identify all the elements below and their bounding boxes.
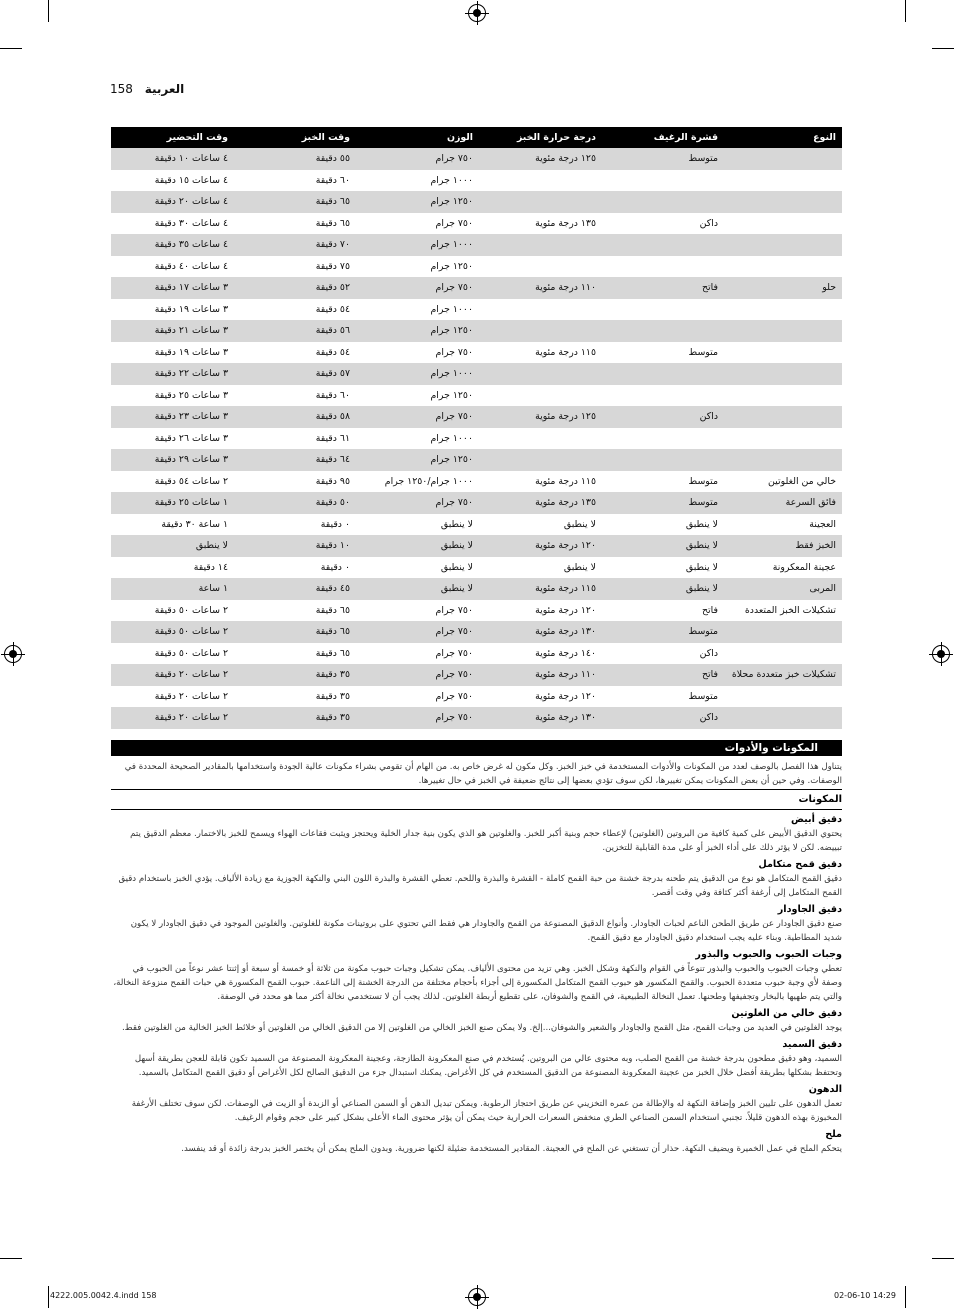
table-cell: ٧٥٠ جرام <box>356 277 479 299</box>
table-cell: ١٢٥٠ جرام <box>356 385 479 407</box>
footer-file-info: 4222.005.0042.4.indd 158 <box>50 1291 157 1300</box>
table-cell: ١٣٠ درجة مئوية <box>479 707 602 729</box>
table-cell: المربى <box>724 578 842 600</box>
table-cell <box>479 234 602 256</box>
table-cell <box>724 213 842 235</box>
registration-mark-icon <box>468 4 486 22</box>
intro-paragraph: يتناول هذا الفصل بالوصف لعدد من المكونات والأدوات المستخدمة في خبز الخبز. وكل مكون له غرض خاص به. من الهام أن تقومي بشراء مكونات عالية الجودة واستخدامها بالمقادير الصحيحة المحددة في الوصفات. وفي حين أن بعض المكونات يمكن تغييرها، لكن سوف تؤدي بعضها إلى نتائج ضعيفة في الخبز في حال تغييرها. <box>111 760 842 790</box>
table-cell <box>602 299 724 321</box>
table-cell: ٤ ساعات ١٥ دقيقة <box>111 170 234 192</box>
table-cell: متوسط <box>602 471 724 493</box>
table-cell: داكن <box>602 707 724 729</box>
footer-date: 02-06-10 14:29 <box>834 1291 896 1300</box>
table-cell <box>602 428 724 450</box>
table-body <box>111 148 842 729</box>
table-cell: ٦٠ دقيقة <box>234 385 356 407</box>
ingredient-title: ملح <box>825 1129 842 1140</box>
table-cell <box>724 385 842 407</box>
table-cell <box>724 621 842 643</box>
ingredient-description: السميد، وهو دقيق مطحون بدرجة خشنة من القمح الصلب، وبه محتوى عالي من البروتين. يُستخدم في صنع المعكرونة الطازجة، وعجينة المعكرونة المصنوعة من السميد تكون قابلة للعجن بطريقة أسهل وتحتفظ بشكلها بطريقة أفضل خلال الخبز من عجينة المعكرونة المصنوعة من الدقيق المستخدم في كل الأغراض. يمكنك استبدال جزء من الدقيق الصالح لكل الأغراض أو دقيق القمح المتكامل بالسميد. <box>134 1054 842 1078</box>
table-cell <box>724 363 842 385</box>
table-cell <box>602 363 724 385</box>
table-cell: عجينة المعكرونة <box>724 557 842 579</box>
ingredient-title: وجبات الحبوب والحبوب والبذور <box>695 949 842 960</box>
table-cell: ١٢٠ درجة مئوية <box>479 535 602 557</box>
divider <box>111 809 842 810</box>
table-cell: لا ينطبق <box>602 535 724 557</box>
table-cell: متوسط <box>602 492 724 514</box>
table-cell: ٦٥ دقيقة <box>234 621 356 643</box>
table-row <box>111 492 842 514</box>
table-cell: ٧٥٠ جرام <box>356 213 479 235</box>
table-cell <box>479 191 602 213</box>
table-row <box>111 385 842 407</box>
crop-mark <box>932 48 954 49</box>
table-cell: ٩٥ دقيقة <box>234 471 356 493</box>
table-cell: ٧٥٠ جرام <box>356 406 479 428</box>
table-cell: لا ينطبق <box>602 514 724 536</box>
table-row <box>111 621 842 643</box>
ingredient-title: دقيق أبيض <box>790 814 842 825</box>
table-cell: ٤ ساعات ٣٠ دقيقة <box>111 213 234 235</box>
table-cell: ٣ ساعات ٢٢ دقيقة <box>111 363 234 385</box>
table-cell <box>479 385 602 407</box>
table-row <box>111 686 842 708</box>
table-cell: ٣٥ دقيقة <box>234 686 356 708</box>
table-cell <box>479 299 602 321</box>
col-header-type: النوع <box>724 127 842 148</box>
section-title-bar: المكونات والأدوات <box>111 740 842 756</box>
table-cell: ٣ ساعات ٢٥ دقيقة <box>111 385 234 407</box>
table-row <box>111 148 842 170</box>
crop-mark <box>0 48 22 49</box>
table-cell: ١٣٠ درجة مئوية <box>479 621 602 643</box>
table-cell: ٥٤ دقيقة <box>234 342 356 364</box>
language-title: العربية <box>144 82 185 96</box>
table-row <box>111 600 842 622</box>
table-cell: ٥٤ دقيقة <box>234 299 356 321</box>
table-cell: ١١٠ درجة مئوية <box>479 277 602 299</box>
crop-mark <box>48 1286 49 1308</box>
table-row <box>111 234 842 256</box>
table-cell: ٤٥ دقيقة <box>234 578 356 600</box>
table-cell: ٢ ساعات ٢٠ دقيقة <box>111 707 234 729</box>
table-row <box>111 320 842 342</box>
col-header-crust: قشرة الرغيف <box>602 127 724 148</box>
table-cell: ١٣٥ درجة مئوية <box>479 213 602 235</box>
table-cell: ٢ ساعات ٥٠ دقيقة <box>111 600 234 622</box>
table-cell: ٣ ساعات ١٩ دقيقة <box>111 299 234 321</box>
table-cell: ١ ساعات ٢٥ دقيقة <box>111 492 234 514</box>
ingredient-title: دقيق قمح متكامل <box>758 859 842 870</box>
table-cell: لا ينطبق <box>356 557 479 579</box>
table-cell: ٢ ساعات ٢٠ دقيقة <box>111 664 234 686</box>
ingredient-title: دقيق خالي من الغلوتين <box>731 1008 842 1019</box>
table-row <box>111 170 842 192</box>
table-cell <box>602 256 724 278</box>
table-cell: ١١٠ درجة مئوية <box>479 664 602 686</box>
table-cell: لا ينطبق <box>479 557 602 579</box>
col-header-prep-time: وقت التحضير <box>111 127 234 148</box>
table-cell <box>724 406 842 428</box>
table-cell: ٧٥٠ جرام <box>356 643 479 665</box>
table-cell: تشكيلات الخبز المتعددة <box>724 600 842 622</box>
table-cell <box>479 170 602 192</box>
table-cell <box>602 385 724 407</box>
table-cell: متوسط <box>602 621 724 643</box>
table-cell: ٠ دقيقة <box>234 514 356 536</box>
table-cell: فاتح <box>602 277 724 299</box>
table-cell: ١٢٠ درجة مئوية <box>479 686 602 708</box>
table-cell: فاتح <box>602 664 724 686</box>
table-cell: لا ينطبق <box>602 578 724 600</box>
ingredient-title: الدهون <box>808 1084 842 1095</box>
table-cell: الخبز فقط <box>724 535 842 557</box>
col-header-temperature: درجة حرارة الخبز <box>479 127 602 148</box>
table-cell: ٦٥ دقيقة <box>234 191 356 213</box>
table-cell: ١١٥ درجة مئوية <box>479 342 602 364</box>
table-cell: ٧٠ دقيقة <box>234 234 356 256</box>
table-cell: لا ينطبق <box>111 535 234 557</box>
table-row <box>111 449 842 471</box>
table-cell: ١٢٥ درجة مئوية <box>479 148 602 170</box>
crop-mark <box>48 0 49 22</box>
table-cell <box>602 191 724 213</box>
table-cell: ٢ ساعات ٥٠ دقيقة <box>111 621 234 643</box>
crop-mark <box>932 1258 954 1259</box>
table-cell: ٧٥٠ جرام <box>356 621 479 643</box>
table-cell <box>479 363 602 385</box>
table-row <box>111 707 842 729</box>
table-cell: ٥٥ دقيقة <box>234 148 356 170</box>
table-cell: ٦١ دقيقة <box>234 428 356 450</box>
table-cell <box>724 320 842 342</box>
ingredient-title: دقيق الجاودار <box>777 904 842 915</box>
col-header-weight: الوزن <box>356 127 479 148</box>
table-cell: ٧٥٠ جرام <box>356 492 479 514</box>
table-cell: ٧٥ دقيقة <box>234 256 356 278</box>
ingredient-list <box>111 814 842 1156</box>
table-cell <box>724 643 842 665</box>
table-cell <box>479 256 602 278</box>
table-header-row <box>111 127 842 148</box>
table-row <box>111 664 842 686</box>
crop-mark <box>0 1258 22 1259</box>
table-cell <box>479 449 602 471</box>
table-cell: ٦٥ دقيقة <box>234 600 356 622</box>
table-cell: فائق السرعة <box>724 492 842 514</box>
table-row <box>111 643 842 665</box>
table-cell <box>724 707 842 729</box>
table-cell: ٤ ساعات ٣٥ دقيقة <box>111 234 234 256</box>
table-row <box>111 191 842 213</box>
table-cell: ٦٥ دقيقة <box>234 643 356 665</box>
ingredient-description: يوجد الغلوتين في العديد من وجبات القمح، مثل القمح والجاودار والشعير والشوفان...إلخ. ولا يمكن صنع الخبز الخالي من الغلوتين إلا من الدقيق الخالي من الغلوتين أو خلائط الخبز الخالية من الغلوتين فقط. <box>121 1023 842 1033</box>
table-cell <box>602 449 724 471</box>
table-row <box>111 256 842 278</box>
registration-mark-icon <box>932 645 950 663</box>
table-cell <box>724 148 842 170</box>
table-cell <box>724 170 842 192</box>
table-cell: ١٠٠٠ جرام/١٢٥٠ جرام <box>356 471 479 493</box>
table-cell: ٣ ساعات ٢١ دقيقة <box>111 320 234 342</box>
ingredient-description: تعمل الدهون على تليين الخبز وإضافة النكهة له والإطالة من عمره التخزيني عن طريق احتجاز الرطوبة. ويمكن تبديل الدهن أو السمن الصناعي أو الزبدة أو الزيت في الوصفات. لكن سوف تختلف الأرغفة المخبوزة بهذه الدهون قليلاً. تجنبي استخدام السمن الصناعي الطري منخفض السعرات الحرارية حيث يمكن أن يؤثر محتوى الماء الأعلى بشكل كبير على حجم وقوام الرغيف. <box>131 1099 842 1123</box>
table-cell: ١١٥ درجة مئوية <box>479 471 602 493</box>
table-row <box>111 535 842 557</box>
baking-program-table <box>111 127 842 729</box>
table-cell: ٣٥ دقيقة <box>234 707 356 729</box>
table-cell: ١١٥ درجة مئوية <box>479 578 602 600</box>
table-cell <box>724 256 842 278</box>
table-cell: ٤ ساعات ٤٠ دقيقة <box>111 256 234 278</box>
ingredient-description: دقيق القمح المتكامل هو نوع من الدقيق يتم طحنه بدرجة خشنة من حبة القمح كاملة - القشرة والبذرة واللحم. تعطي القشرة والبذرة اللون البني والنكهة الجوزية مع زيادة الألياف. يؤدي الخبز باستخدام دقيق القمح المتكامل إلى أرغفة أكثر كثافة وفي وقت أقصر. <box>118 874 842 898</box>
table-cell: ٢ ساعات ٥٤ دقيقة <box>111 471 234 493</box>
table-cell: لا ينطبق <box>356 535 479 557</box>
table-cell: فاتح <box>602 600 724 622</box>
table-cell: ٣ ساعات ١٧ دقيقة <box>111 277 234 299</box>
table-cell: داكن <box>602 406 724 428</box>
table-cell: ٧٥٠ جرام <box>356 664 479 686</box>
table-cell: ١ ساعة <box>111 578 234 600</box>
table-cell: ٧٥٠ جرام <box>356 342 479 364</box>
table-cell: ٧٥٠ جرام <box>356 600 479 622</box>
table-cell: لا ينطبق <box>479 514 602 536</box>
table-cell: ٦٥ دقيقة <box>234 213 356 235</box>
table-cell: حلو <box>724 277 842 299</box>
crop-mark <box>905 1286 906 1308</box>
page-number: 158 <box>110 82 133 96</box>
table-cell: ١٠٠٠ جرام <box>356 363 479 385</box>
table-cell: لا ينطبق <box>356 578 479 600</box>
table-cell: داكن <box>602 643 724 665</box>
table-cell: ٥٢ دقيقة <box>234 277 356 299</box>
table-row <box>111 428 842 450</box>
table-cell <box>602 320 724 342</box>
table-cell: ٧٥٠ جرام <box>356 686 479 708</box>
ingredient-description: يحتوي الدقيق الأبيض على كمية كافية من البروتين (الغلوتين) لإعطاء حجم وبنية أكبر للخبز. والغلوتين هو الذي يكون بنية جدار الخلية ويحتجز ويثبت فقاعات الهواء ويسمح للخبز بالاختمار. معظم الدقيق يتم تبييضه. لكن لا يؤثر ذلك على أداء الخبز أو على مدة القابلية للتخزين. <box>130 829 842 853</box>
table-cell: متوسط <box>602 342 724 364</box>
table-cell <box>602 234 724 256</box>
ingredient-description: يتحكم الملح في عمل الخميرة ويضيف النكهة. حذار أن تستغني عن الملح في العجينة. المقادير المستخدمة ضئيلة لكنها ضرورية. وبدون الملح يمكن أن يختمر الخبز بدرجة زائدة أو قد ينفسد. <box>181 1144 842 1154</box>
table-cell <box>479 428 602 450</box>
table-cell: ١٤ دقيقة <box>111 557 234 579</box>
table-cell: ١٠٠٠ جرام <box>356 299 479 321</box>
table-cell: ٧٥٠ جرام <box>356 148 479 170</box>
table-cell: خالي من الغلوتين <box>724 471 842 493</box>
table-cell: ١٢٠ درجة مئوية <box>479 600 602 622</box>
table-cell: ١٢٥٠ جرام <box>356 449 479 471</box>
table-cell: ٣ ساعات ١٩ دقيقة <box>111 342 234 364</box>
table-row <box>111 342 842 364</box>
table-cell: داكن <box>602 213 724 235</box>
table-cell <box>724 449 842 471</box>
table-row <box>111 471 842 493</box>
table-cell: ٣ ساعات ٢٣ دقيقة <box>111 406 234 428</box>
table-cell: ٠ دقيقة <box>234 557 356 579</box>
ingredient-title: دقيق السميد <box>782 1039 842 1050</box>
ingredient-description: صنع دقيق الجاودار عن طريق الطحن الناعم لحبات الجاودار. وأنواع الدقيق المصنوعة من القمح والجاودار هي فقط التي تحتوي على بروتينات مكونة للغلوتين. والغلوتين الموجود في دقيق الجاودار لا يكون شديد المطاطية. وبناء عليه يجب استخدام دقيق الجاودار مع دقيق القمح. <box>130 919 842 943</box>
table-cell <box>724 342 842 364</box>
table-row <box>111 406 842 428</box>
table-cell <box>479 320 602 342</box>
table-cell: العجينة <box>724 514 842 536</box>
table-row <box>111 578 842 600</box>
table-row <box>111 213 842 235</box>
table-cell: ٣ ساعات ٢٦ دقيقة <box>111 428 234 450</box>
table-cell <box>602 170 724 192</box>
table-cell: ٦٤ دقيقة <box>234 449 356 471</box>
table-cell: ١٢٥٠ جرام <box>356 191 479 213</box>
table-cell: لا ينطبق <box>602 557 724 579</box>
table-cell: ١٠٠٠ جرام <box>356 170 479 192</box>
table-cell: لا ينطبق <box>356 514 479 536</box>
table-cell <box>724 428 842 450</box>
col-header-baking-time: وقت الخبز <box>234 127 356 148</box>
table-cell: ١٠ دقيقة <box>234 535 356 557</box>
table-row <box>111 277 842 299</box>
table-cell: ١٠٠٠ جرام <box>356 234 479 256</box>
table-cell: تشكيلات خبز متعددة محلاة <box>724 664 842 686</box>
table-cell: ١٢٥٠ جرام <box>356 320 479 342</box>
table-cell: ٣ ساعات ٢٩ دقيقة <box>111 449 234 471</box>
table-cell <box>724 191 842 213</box>
crop-mark <box>905 0 906 22</box>
table-row <box>111 557 842 579</box>
table-cell: ٥٧ دقيقة <box>234 363 356 385</box>
table-cell: ٤ ساعات ٢٠ دقيقة <box>111 191 234 213</box>
table-cell: ٥٦ دقيقة <box>234 320 356 342</box>
table-cell <box>724 234 842 256</box>
table-row <box>111 299 842 321</box>
table-row <box>111 514 842 536</box>
table-cell: ٥٠ دقيقة <box>234 492 356 514</box>
table-cell: متوسط <box>602 148 724 170</box>
table-cell: ٤ ساعات ١٠ دقيقة <box>111 148 234 170</box>
table-cell: ١٢٥ درجة مئوية <box>479 406 602 428</box>
table-cell: ١٣٥ درجة مئوية <box>479 492 602 514</box>
registration-mark-icon <box>468 1288 486 1306</box>
registration-mark-icon <box>4 645 22 663</box>
table-cell <box>724 299 842 321</box>
page-header <box>110 82 184 96</box>
table-cell: ٥٨ دقيقة <box>234 406 356 428</box>
table-cell: ٧٥٠ جرام <box>356 707 479 729</box>
table-cell <box>724 686 842 708</box>
table-cell: متوسط <box>602 686 724 708</box>
table-cell: ١٠٠٠ جرام <box>356 428 479 450</box>
ingredients-label: المكونات <box>798 794 842 805</box>
table-cell: ٣٥ دقيقة <box>234 664 356 686</box>
table-row <box>111 363 842 385</box>
table-cell: ١ ساعة ٣٠ دقيقة <box>111 514 234 536</box>
table-cell: ١٤٠ درجة مئوية <box>479 643 602 665</box>
ingredients-section <box>111 760 842 1160</box>
table-cell: ٢ ساعات ٥٠ دقيقة <box>111 643 234 665</box>
table-cell: ١٢٥٠ جرام <box>356 256 479 278</box>
table-cell: ٢ ساعات ٢٠ دقيقة <box>111 686 234 708</box>
table-cell: ٦٠ دقيقة <box>234 170 356 192</box>
ingredient-description: تعطي وجبات الحبوب والحبوب والبذور تنوعاً في القوام والنكهة وشكل الخبز. وهي تزيد من محتوى الألياف. يمكن تشكيل وجبات حبوب مكونة من ثلاثة أو خمسة أو سبعة أو إثنتا عشر نوعاً من الحبوب في وصفة لأي وجبة حبوب متعددة الحبوب. والقمح المكسور هو حبوب القمح المتكامل المكسورة إلى أجزاء بأحجام مختلفة من الدرجة الخشنة إلى الناعمة. حبوب القمح المكسورة هي حبات القمح منزوعة النخالة، والتي يتم طهيها بالبخار وتجفيفها وطحنها. تعمل النخالة الطبيعية، في القمح والشوفان، على تقطيع أربطة الغلوتين. لذلك يجب أن لا تستخدمي نخالة أكثر مما هو محدد في الوصفة. <box>113 964 842 1002</box>
